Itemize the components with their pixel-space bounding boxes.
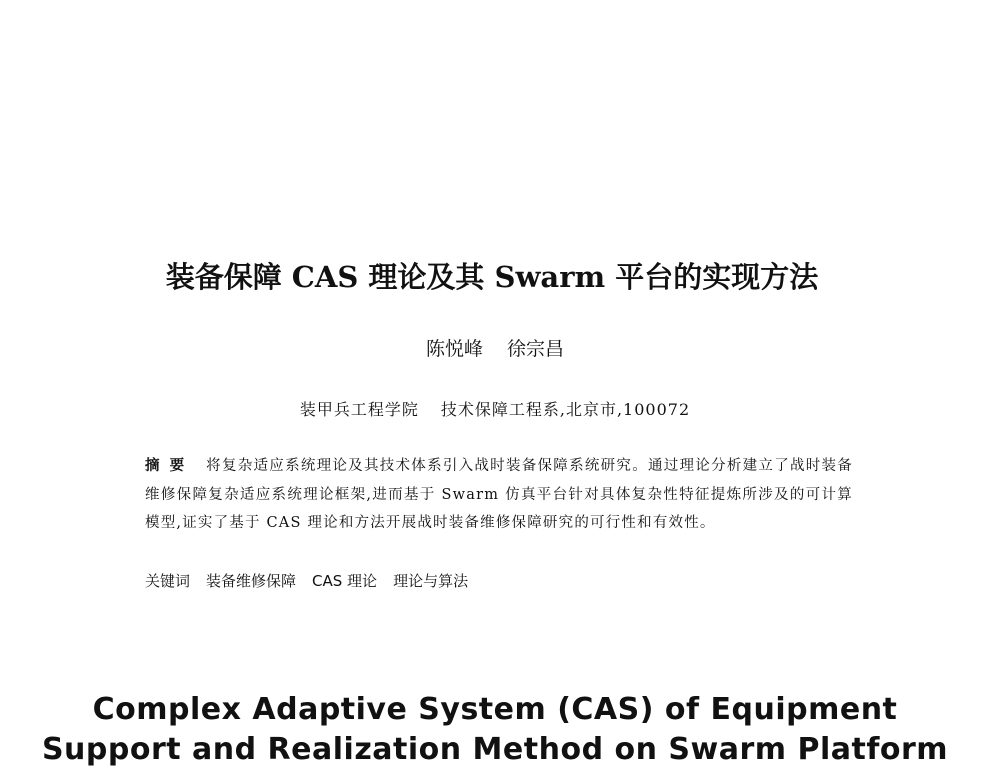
keyword-item: CAS 理论 xyxy=(312,572,378,590)
abstract-text: 将复杂适应系统理论及其技术体系引入战时装备保障系统研究。通过理论分析建立了战时装备维修保障复杂适应系统理论框架,进而基于 Swarm 仿真平台针对具体复杂性特征提炼所涉及的可计算模型,证实了基于 CAS 理论和方法开展战时装备维修保障研究的可行性和有效性。 xyxy=(145,458,854,531)
abstract-label: 摘要 xyxy=(145,457,195,474)
abstract xyxy=(145,452,853,538)
author-name: 徐宗昌 xyxy=(507,338,565,360)
affiliation-department: 技术保障工程系,北京市,100072 xyxy=(440,400,691,419)
keyword-item: 理论与算法 xyxy=(393,572,469,590)
author-name: 陈悦峰 xyxy=(425,338,483,360)
keywords-label: 关键词 xyxy=(145,572,191,590)
paper-title-en xyxy=(0,690,990,770)
paper-title-en-line: Support and Realization Method on Swarm Platform xyxy=(41,732,949,767)
affiliation xyxy=(0,397,990,420)
keyword-item: 装备维修保障 xyxy=(206,572,297,590)
keywords xyxy=(145,570,853,591)
author-list xyxy=(0,334,990,361)
paper-title-en-line: Complex Adaptive System (CAS) of Equipment xyxy=(92,692,898,727)
paper-title-cn: 装备保障 CAS 理论及其 Swarm 平台的实现方法 xyxy=(165,260,819,294)
affiliation-institution: 装甲兵工程学院 xyxy=(299,400,419,419)
